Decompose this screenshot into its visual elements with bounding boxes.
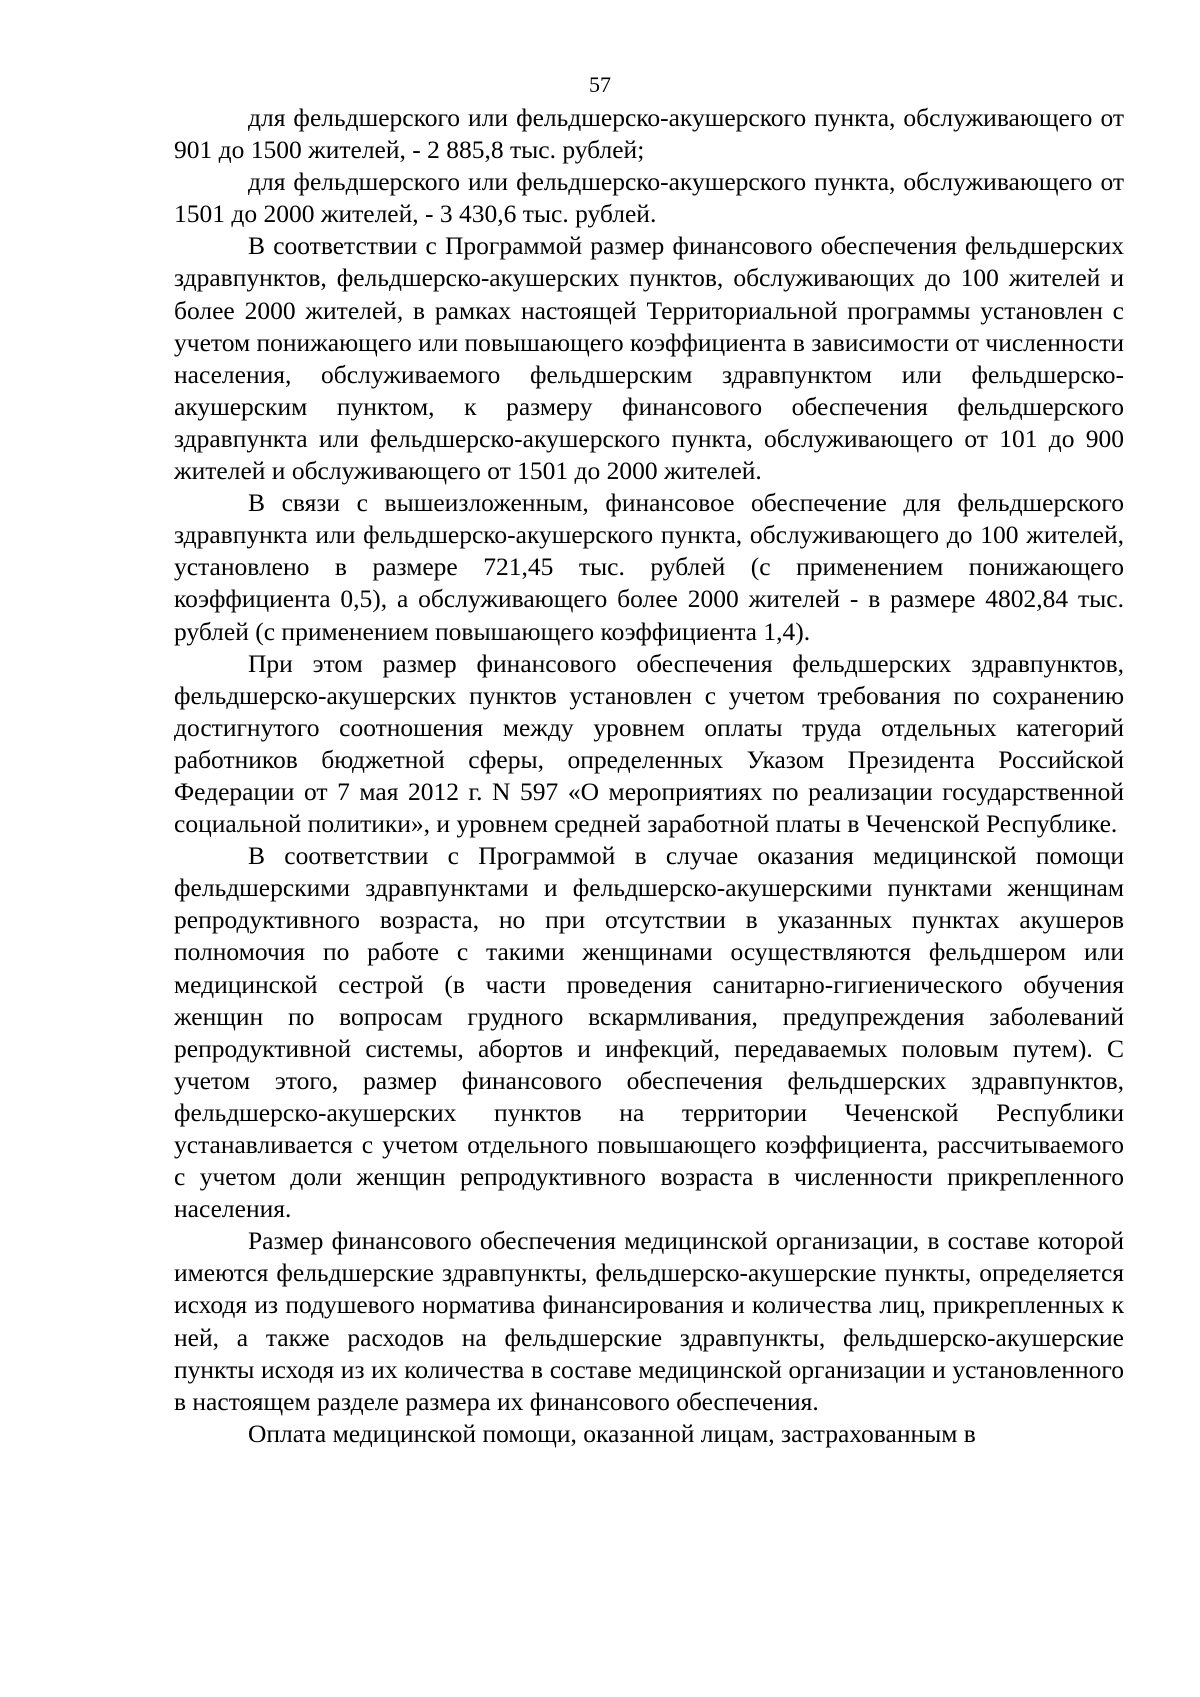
document-body [174, 102, 1124, 1450]
paragraph-reproductive-age: В соответствии с Программой в случае оказания медицинской помощи фельдшерскими здравпунктами и фельдшерско-акушерскими пунктами женщинам репродуктивного возраста, но при отсутствии в указанных пунктах акушеров полномочия по работе с такими женщинами осуществляются фельдшером или медицинской сестрой (в части проведения санитарно-гигиенического обучения женщин по вопросам грудного вскармливания, предупреждения заболеваний репродуктивной системы, абортов и инфекций, передаваемых половым путем). С учетом этого, размер финансового обеспечения фельдшерских здравпунктов, фельдшерско-акушерских пунктов на территории Чеченской Республики устанавливается с учетом отдельного повышающего коэффициента, рассчитываемого с учетом доли женщин репродуктивного возраста в численности прикрепленного населения. [174, 841, 1124, 1224]
paragraph-financing-amounts: В связи с вышеизложенным, финансовое обеспечение для фельдшерского здравпункта или фельдшерско-акушерского пункта, обслуживающего до 100 жителей, установлено в размере 721,45 тыс. рублей (с применением понижающего коэффициента 0,5), а обслуживающего более 2000 жителей - в размере 4802,84 тыс. рублей (с применением повышающего коэффициента 1,4). [174, 488, 1124, 646]
page-number: 57 [589, 72, 611, 97]
paragraph-program-coefficient: В соответствии с Программой размер финансового обеспечения фельдшерских здравпунктов, фельдшерско-акушерских пунктов, обслуживающих до 100 жителей и более 2000 жителей, в рамках настоящей Территориальной программы установлен с учетом понижающего или повышающего коэффициента в зависимости от численности населения, обслуживаемого фельдшерским здравпунктом или фельдшерско-акушерским пунктом, к размеру финансового обеспечения фельдшерского здравпункта или фельдшерско-акушерского пункта, обслуживающего от 101 до 900 жителей и обслуживающего от 1501 до 2000 жителей. [174, 231, 1124, 486]
paragraph-payment-start: Оплата медицинской помощи, оказанной лицам, застрахованным в [248, 1418, 976, 1448]
paragraph-feldsher-901-1500: для фельдшерского или фельдшерско-акушерского пункта, обслуживающего от 901 до 1500 жителей, - 2 885,8 тыс. рублей; [174, 103, 1124, 165]
paragraph-organization-financing: Размер финансового обеспечения медицинской организации, в составе которой имеются фельдшерские здравпункты, фельдшерско-акушерские пункты, определяется исходя из подушевого норматива финансирования и количества лиц, прикрепленных к ней, а также расходов на фельдшерские здравпункты, фельдшерско-акушерские пункты исходя из их количества в составе медицинской организации и установленного в настоящем разделе размера их финансового обеспечения. [174, 1226, 1124, 1416]
paragraph-salary-ratio: При этом размер финансового обеспечения фельдшерских здравпунктов, фельдшерско-акушерских пунктов установлен с учетом требования по сохранению достигнутого соотношения между уровнем оплаты труда отдельных категорий работников бюджетной сферы, определенных Указом Президента Российской Федерации от 7 мая 2012 г. N 597 «О мероприятиях по реализации государственной социальной политики», и уровнем средней заработной платы в Чеченской Республике. [174, 648, 1124, 839]
paragraph-feldsher-1501-2000: для фельдшерского или фельдшерско-акушерского пункта, обслуживающего от 1501 до 2000 жителей, - 3 430,6 тыс. рублей. [174, 167, 1124, 229]
